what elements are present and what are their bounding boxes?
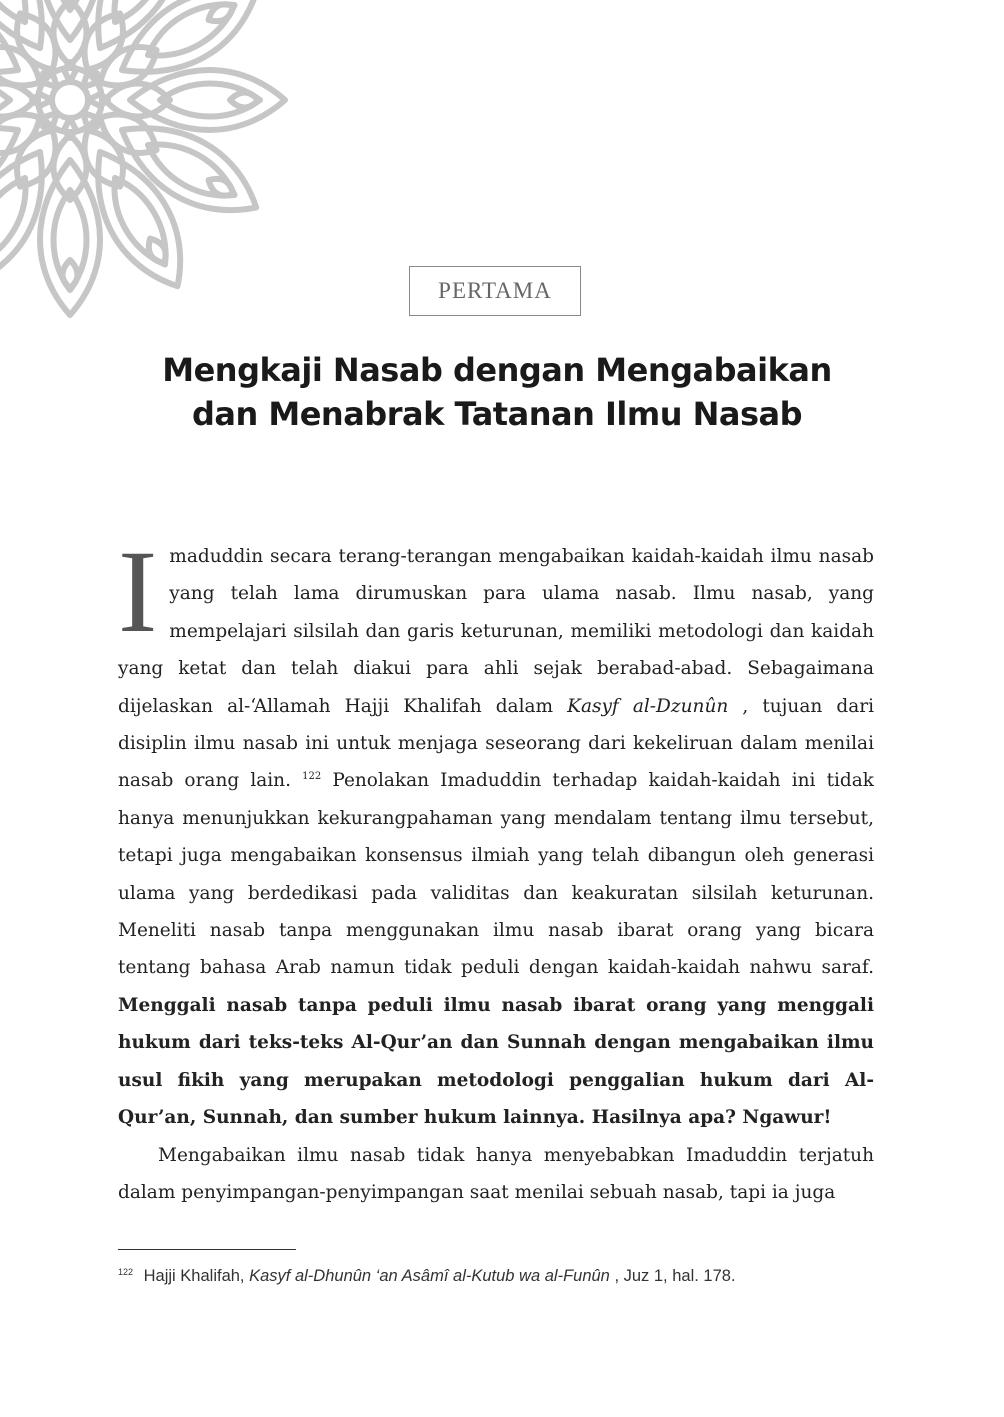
paragraph-2: Mengabaikan ilmu nasab tidak hanya menyebabkan Imaduddin terjatuh dalam penyimpangan-penyimpangan saat menilai sebuah nasab, tapi ia juga [118, 1144, 874, 1203]
footnote-number: 122 [118, 1267, 134, 1277]
paragraph-1-text-more: Penolakan Imaduddin terhadap kaidah-kaidah ini tidak hanya menunjukkan kekurangpahaman yang mendalam tentang ilmu tersebut, tetapi juga mengabaikan konsensus ilmiah yang telah dibangun oleh generasi ulama yang berdedikasi pada validitas dan keakuratan silsilah keturunan. Meneliti nasab tanpa menggunakan ilmu nasab ibarat orang yang bicara tentang bahasa Arab namun tidak peduli dengan kaidah-kaidah nahwu saraf. [118, 770, 874, 979]
drop-cap: I [118, 526, 158, 657]
title-line-1: Mengkaji Nasab dengan Mengabaikan [162, 351, 832, 389]
footnote-ref[interactable]: 122 [302, 771, 322, 783]
book-title: Kasyf al-Dzunûn [567, 695, 729, 717]
page-title [120, 348, 874, 436]
emphasis-text: Menggali nasab tanpa peduli ilmu nasab ibarat orang yang menggali hukum dari teks-teks Al-Qur’an dan Sunnah dengan mengabaikan ilmu usul fikih yang merupakan metodologi penggalian hukum dari Al-Qur’an, Sunnah, dan sumber hukum lainnya. Hasilnya apa? Ngawur! [118, 994, 874, 1129]
body-text [118, 526, 874, 1211]
footnote-author: Hajji Khalifah, [143, 1267, 250, 1285]
footnote-divider [118, 1249, 296, 1250]
footnote [118, 1264, 878, 1288]
title-line-2: dan Menabrak Tatanan Ilmu Nasab [191, 395, 803, 433]
paragraph-1 [118, 526, 874, 1137]
mandala-ornament [0, 0, 310, 350]
paragraph-1-text: maduddin secara terang-terangan mengabaikan kaidah-kaidah ilmu nasab yang telah lama dirumuskan para ulama nasab. Ilmu nasab, yang mempelajari silsilah dan garis keturunan, memiliki metodologi dan kaidah yang ketat dan telah diakui para ahli sejak berabad-abad. Sebagaimana dijelaskan al-‘Allamah Hajji Khalifah dalam [118, 546, 874, 717]
chapter-label: PERTAMA [409, 266, 581, 316]
paragraph-1-text-cont: , tujuan dari disiplin ilmu nasab ini untuk menjaga seseorang dari kekeliruan dalam menilai nasab orang lain. [118, 695, 874, 792]
footnote-title: Kasyf al-Dhunûn ‘an Asâmî al-Kutub wa al-Funûn [249, 1267, 610, 1285]
footnote-detail: , Juz 1, hal. 178. [614, 1267, 736, 1285]
